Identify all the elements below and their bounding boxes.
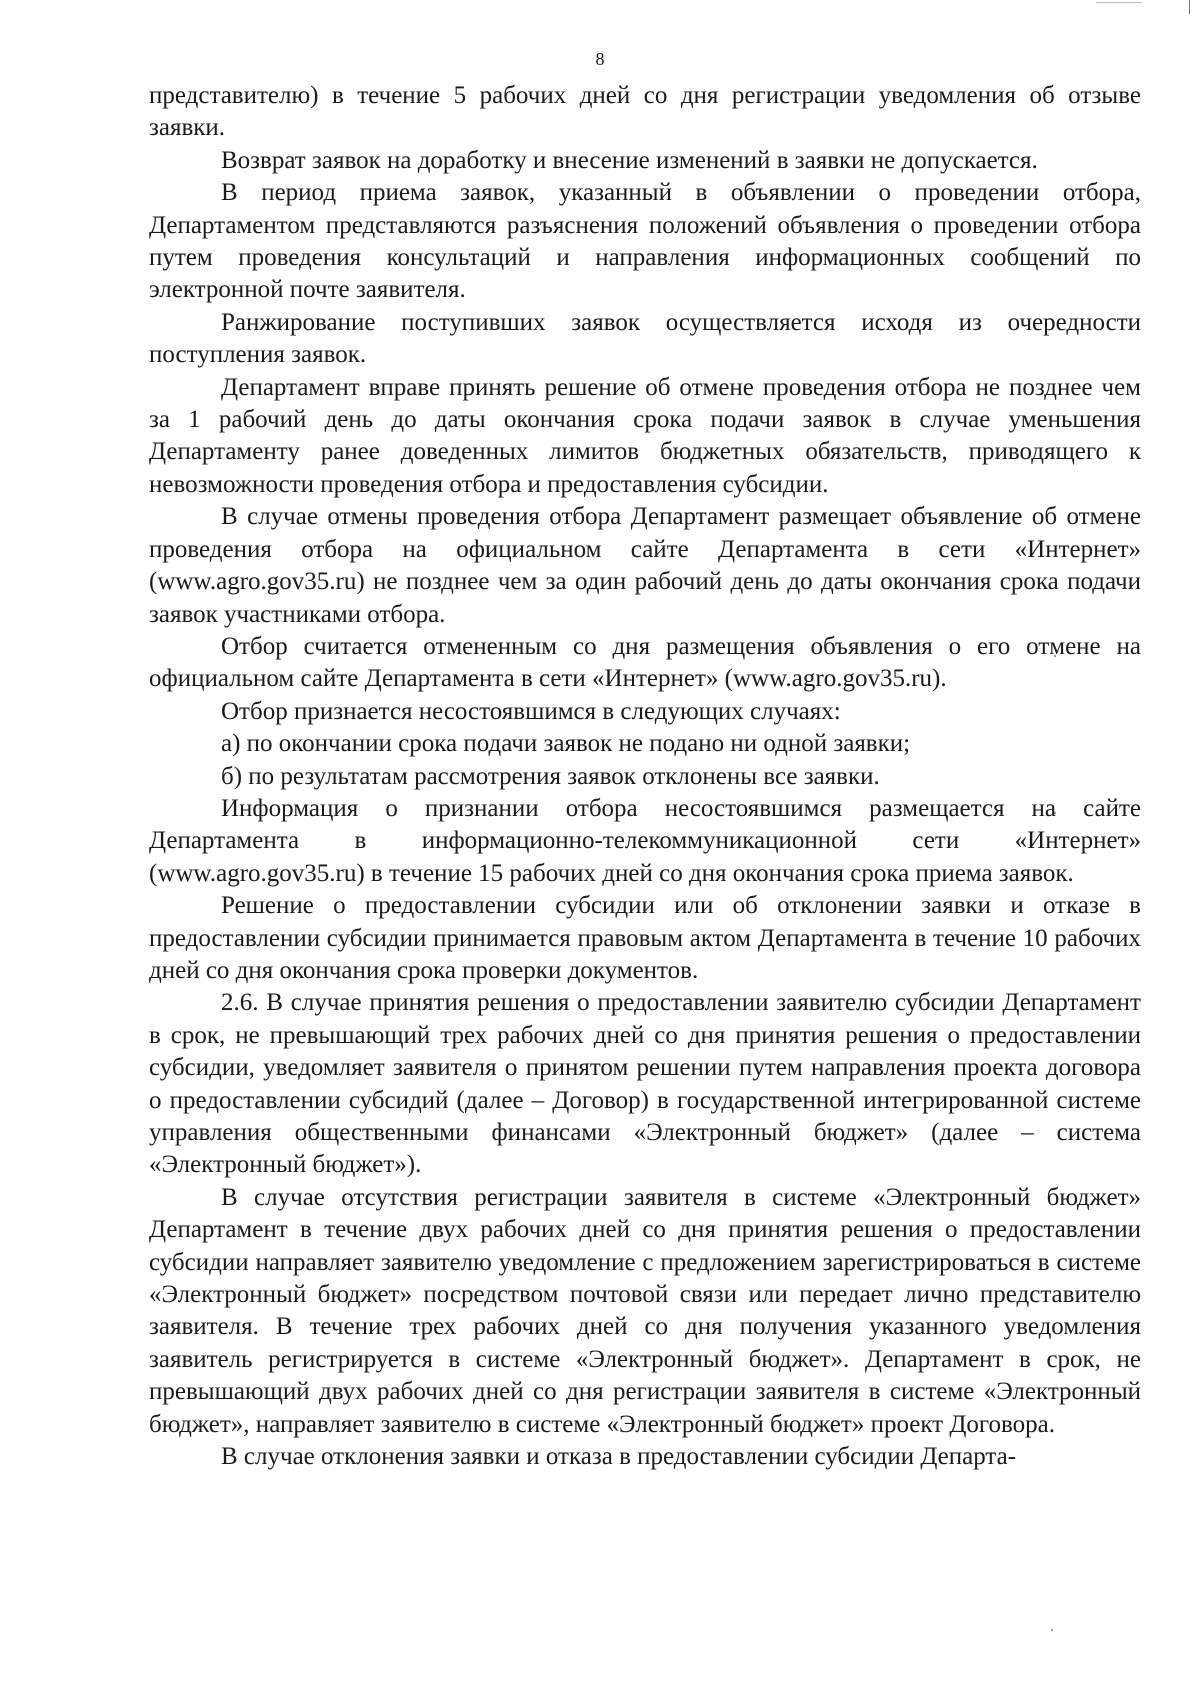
paragraph: Возврат заявок на доработку и внесение изменений в заявки не допускается.	[221, 146, 1038, 174]
scan-artifact-dot	[1051, 1629, 1053, 1631]
paragraph: представителю) в течение 5 рабочих дней со дня регистрации уведомления об отзыве заявки.	[149, 82, 1141, 142]
paragraph: Отбор считается отмененным со дня размещения объявления о его отмене на официальном сайте Департамента в сети «Интернет» (www.agro.gov35.ru).	[149, 632, 1141, 693]
paragraph: Департамент вправе принять решение об отмене проведения отбора не позднее чем за 1 рабочий день до даты окончания срока подачи заявок в случае уменьшения Департаменту ранее доведенных лимитов бюджетных обязательств, приводящего к невозможности проведения отбора и предоставления субсидии.	[149, 373, 1141, 498]
paragraph: Отбор признается несостоявшимся в следующих случаях:	[221, 697, 841, 725]
page-number: 8	[595, 49, 605, 69]
scan-artifact-mark	[1096, 2, 1142, 3]
paragraph: Информация о признании отбора несостоявшимся размещается на сайте Департамента в информационно-телекоммуникационной сети «Интернет» (www.agro.gov35.ru) в течение 15 рабочих дней со дня окончания срока приема заявок.	[149, 794, 1141, 887]
paragraph: В случае отмены проведения отбора Департамент размещает объявление об отмене проведения отбора на официальном сайте Департамента в сети «Интернет» (www.agro.gov35.ru) не позднее чем за один рабочий день до даты окончания срока подачи заявок участниками отбора.	[149, 503, 1141, 628]
scan-artifact-mark	[1189, 0, 1190, 14]
paragraph: Ранжирование поступивших заявок осуществляется исходя из очередности поступления заявок.	[149, 308, 1141, 369]
list-item: б) по результатам рассмотрения заявок отклонены все заявки.	[221, 762, 880, 790]
paragraph: Решение о предоставлении субсидии или об отклонении заявки и отказе в предоставлении субсидии принимается правовым актом Департамента в течение 10 рабочих дней со дня окончания срока проверки документов.	[149, 892, 1141, 984]
list-item: а) по окончании срока подачи заявок не подано ни одной заявки;	[221, 730, 911, 758]
document-body	[149, 80, 1141, 1473]
paragraph: В случае отсутствия регистрации заявителя в системе «Электронный бюджет» Департамент в течение двух рабочих дней со дня принятия решения о предоставлении субсидии направляет заявителю уведомление с предложением зарегистрироваться в системе «Электронный бюджет» посредством почтовой связи или передает лично представителю заявителя. В течение трех рабочих дней со дня получения указанного уведомления заявитель регистрируется в системе «Электронный бюджет». Департамент в срок, не превышающий двух рабочих дней со дня регистрации заявителя в системе «Электронный бюджет», направляет заявителю в системе «Электронный бюджет» проект Договора.	[149, 1183, 1141, 1438]
paragraph: В период приема заявок, указанный в объявлении о проведении отбора, Департаментом представляются разъяснения положений объявления о проведении отбора путем проведения консультаций и направления информационных сообщений по электронной почте заявителя.	[149, 179, 1141, 304]
paragraph: В случае отклонения заявки и отказа в предоставлении субсидии Департа-	[221, 1443, 1017, 1471]
section-paragraph-2-6: 2.6. В случае принятия решения о предоставлении заявителю субсидии Департамент в срок, не превышающий трех рабочих дней со дня принятия решения о предоставлении субсидии, уведомляет заявителя о принятом решении путем направления проекта договора о предоставлении субсидий (далее – Договор) в государственной интегрированной системе управления общественными финансами «Электронный бюджет» (далее – система «Электронный бюджет»).	[149, 989, 1141, 1179]
